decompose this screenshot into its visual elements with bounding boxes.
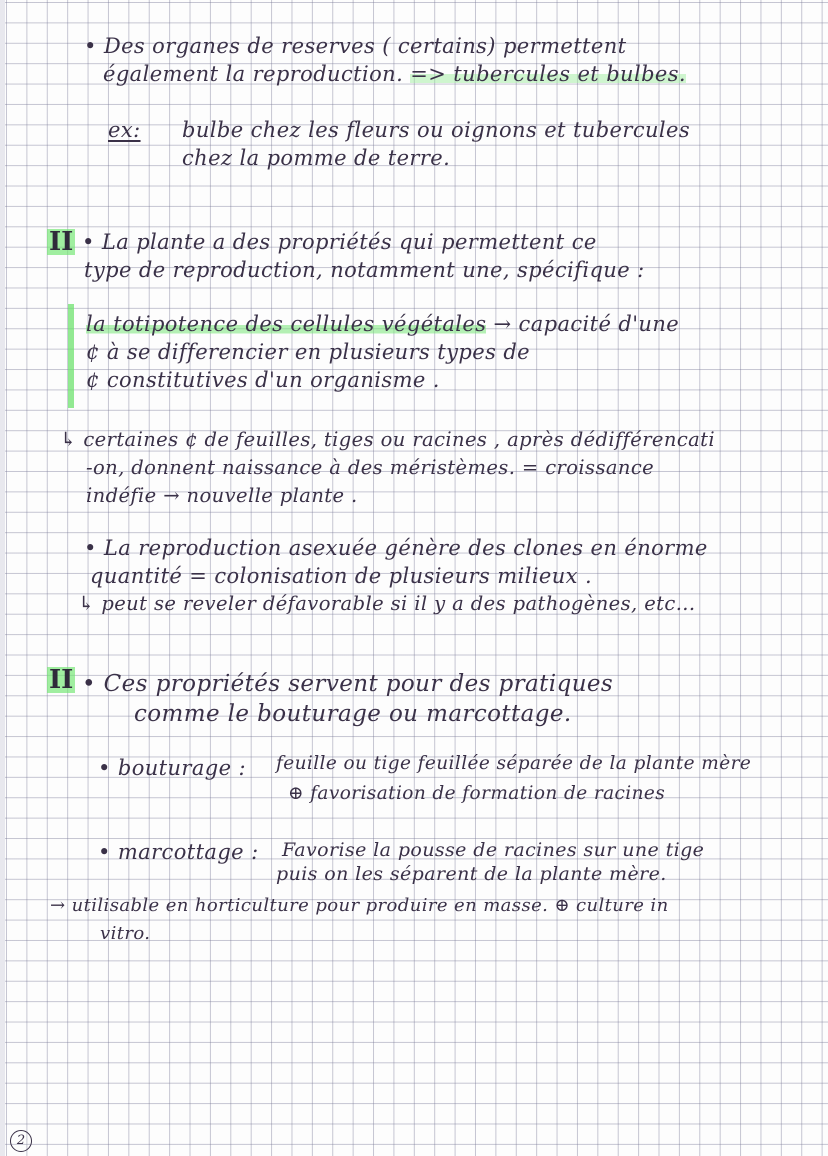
subpoint-line1: ↳ certaines ¢ de feuilles, tiges ou racines , après dédifférencati — [60, 428, 716, 451]
subpoint-line3: indéfie → nouvelle plante . — [86, 484, 358, 507]
example-label: ex: — [108, 118, 141, 142]
asexual-line3: ↳ peut se reveler défavorable si il y a des pathogènes, etc... — [78, 592, 696, 615]
usage-line1: → utilisable en horticulture pour produire en masse. ⊕ culture in — [50, 895, 669, 916]
section-marker-2: II — [49, 227, 74, 257]
asexual-line1: • La reproduction asexuée génère des clones en énorme — [84, 536, 708, 560]
block1-line1: • Des organes de reserves ( certains) permettent — [84, 34, 627, 58]
bouturage-def2: ⊕ favorisation de formation de racines — [288, 783, 666, 804]
example-line2: chez la pomme de terre. — [182, 146, 451, 170]
block3-line1: • Ces propriétés servent pour des pratiques — [82, 671, 614, 697]
definition-line1 — [86, 312, 679, 336]
marcottage-def2: puis on les séparent de la plante mère. — [276, 863, 667, 885]
usage-line2: vitro. — [100, 923, 151, 944]
definition-line3: ¢ constitutives d'un organisme . — [86, 368, 440, 392]
definition-line1-rest: → capacité d'une — [486, 312, 680, 336]
block1-line2-highlight: => tubercules et bulbes. — [410, 62, 687, 86]
block2-line1: • La plante a des propriétés qui permettent ce — [82, 230, 597, 254]
block1-line2 — [103, 62, 686, 86]
example-line1: bulbe chez les fleurs ou oignons et tubercules — [182, 118, 691, 142]
page-margin — [0, 0, 5, 1156]
block2-line2: type de reproduction, notamment une, spécifique : — [84, 258, 645, 282]
block1-line2-text: également la reproduction. — [103, 62, 411, 86]
bouturage-def1: feuille ou tige feuillée séparée de la plante mère — [276, 753, 752, 774]
block3-line2: comme le bouturage ou marcottage. — [134, 701, 572, 727]
subpoint-line2: -on, donnent naissance à des méristèmes. = croissance — [86, 456, 655, 479]
totipotence-highlight: la totipotence des cellules végétales — [86, 312, 487, 336]
bouturage-label: • bouturage : — [98, 756, 247, 780]
asexual-line2: quantité = colonisation de plusieurs milieux . — [90, 564, 593, 588]
definition-line2: ¢ à se differencier en plusieurs types de — [86, 340, 530, 364]
section-marker-3: II — [49, 665, 74, 695]
definition-highlight-bar — [68, 304, 74, 408]
marcottage-label: • marcottage : — [98, 840, 259, 864]
marcottage-def1: Favorise la pousse de racines sur une tige — [282, 839, 705, 861]
page-number: 2 — [10, 1130, 32, 1152]
